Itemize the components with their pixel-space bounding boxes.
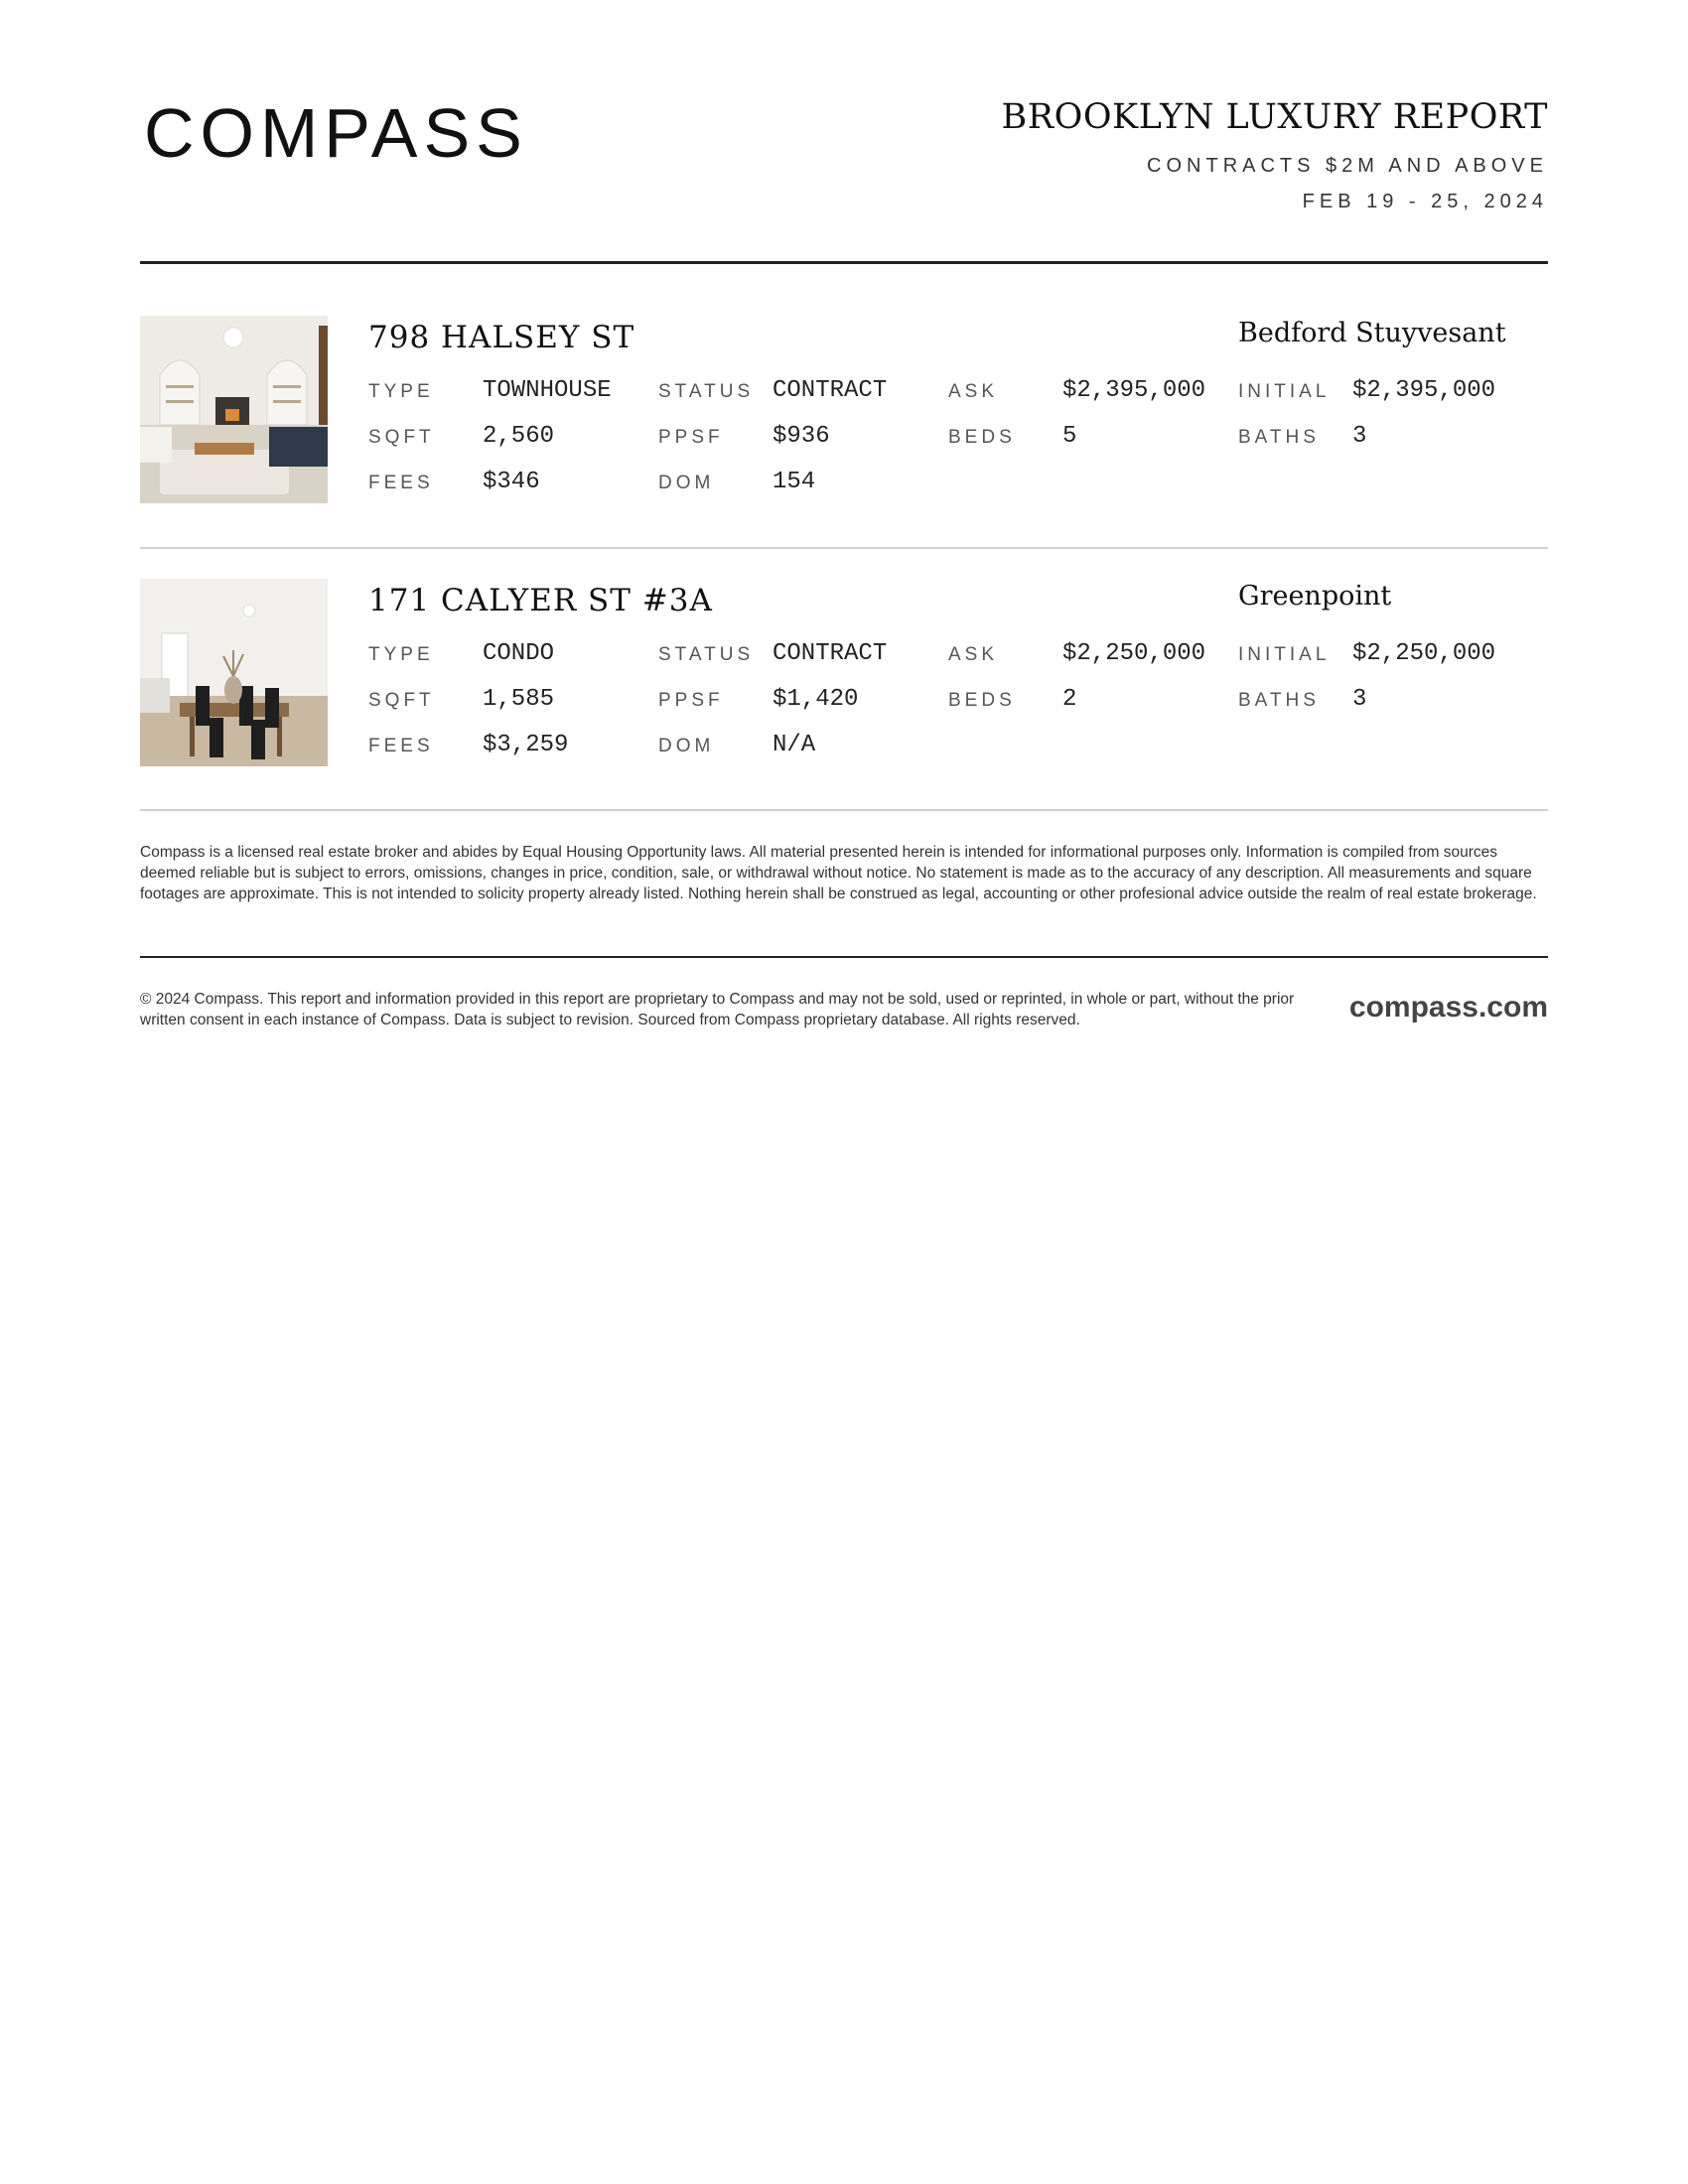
value-ppsf: $1,420: [773, 686, 859, 713]
value-fees: $3,259: [483, 732, 569, 758]
label-ask: ASK: [948, 644, 999, 665]
label-dom: DOM: [658, 736, 715, 756]
label-ask: ASK: [948, 381, 999, 402]
report-title: BROOKLYN LUXURY REPORT: [1001, 97, 1548, 137]
listing-neighborhood: Greenpoint: [1238, 581, 1392, 612]
value-dom: 154: [773, 469, 816, 495]
value-ask: $2,395,000: [1062, 377, 1206, 404]
label-status: STATUS: [658, 381, 755, 402]
label-fees: FEES: [368, 473, 434, 493]
value-beds: 5: [1062, 423, 1077, 450]
listing-card: [140, 579, 1548, 767]
value-baths: 3: [1352, 686, 1367, 713]
report-page: [140, 0, 1548, 1028]
value-type: TOWNHOUSE: [483, 377, 612, 404]
logo-wordmark: COMPASS: [144, 99, 528, 169]
label-baths: BATHS: [1238, 690, 1320, 711]
label-dom: DOM: [658, 473, 715, 493]
value-sqft: 2,560: [483, 423, 555, 450]
listing-address: 171 CALYER ST #3A: [368, 583, 713, 618]
value-fees: $346: [483, 469, 540, 495]
label-ppsf: PPSF: [658, 690, 724, 711]
compass-logo: [144, 99, 561, 169]
label-type: TYPE: [368, 644, 434, 665]
label-baths: BATHS: [1238, 427, 1320, 448]
report-header: [140, 0, 1548, 263]
legal-disclaimer: Compass is a licensed real estate broker and abides by Equal Housing Opportunity laws. All material presented herein is intended for informational purposes only. Information is compiled from sources deemed reliable but is subject to errors, omissions, changes in price, condition, sale, or withdrawal without notice. No statement is made as to the accuracy of any description. All measurements and square footages are approximate. This is not intended to solicity property already listed. Nothing herein shall be construed as legal, accounting or other profesional advice outside the realm of real estate brokerage.: [140, 844, 1537, 902]
listing-photo-dining-room: [140, 579, 328, 766]
listing-divider: [140, 809, 1548, 811]
label-initial: INITIAL: [1238, 381, 1331, 402]
label-sqft: SQFT: [368, 427, 435, 448]
footer-divider: [140, 956, 1548, 958]
listing-card: [140, 316, 1548, 504]
label-ppsf: PPSF: [658, 427, 724, 448]
label-type: TYPE: [368, 381, 434, 402]
value-sqft: 1,585: [483, 686, 555, 713]
label-sqft: SQFT: [368, 690, 435, 711]
label-fees: FEES: [368, 736, 434, 756]
copyright-notice: © 2024 Compass. This report and information provided in this report are proprietary to Compass and may not be sold, used or reprinted, in whole or part, without the prior written consent in each instance of Compass. Data is subject to revision. Sourced from Compass proprietary database. All rights reserved.: [140, 991, 1295, 1028]
value-type: CONDO: [483, 640, 555, 667]
listing-photo-living-room: [140, 316, 328, 503]
value-beds: 2: [1062, 686, 1077, 713]
website-link[interactable]: compass.com: [1348, 991, 1548, 1024]
label-beds: BEDS: [948, 690, 1016, 711]
value-ask: $2,250,000: [1062, 640, 1206, 667]
label-status: STATUS: [658, 644, 755, 665]
value-status: CONTRACT: [773, 377, 888, 404]
value-initial: $2,395,000: [1352, 377, 1496, 404]
value-status: CONTRACT: [773, 640, 888, 667]
value-initial: $2,250,000: [1352, 640, 1496, 667]
label-initial: INITIAL: [1238, 644, 1331, 665]
value-baths: 3: [1352, 423, 1367, 450]
value-dom: N/A: [773, 732, 816, 758]
listing-neighborhood: Bedford Stuyvesant: [1238, 318, 1506, 348]
report-subtitle: CONTRACTS $2M AND ABOVE: [1147, 155, 1548, 177]
listing-address: 798 HALSEY ST: [368, 320, 635, 355]
header-divider: [140, 261, 1548, 264]
value-ppsf: $936: [773, 423, 830, 450]
report-date-range: FEB 19 - 25, 2024: [1302, 191, 1548, 212]
label-beds: BEDS: [948, 427, 1016, 448]
listing-divider: [140, 547, 1548, 549]
